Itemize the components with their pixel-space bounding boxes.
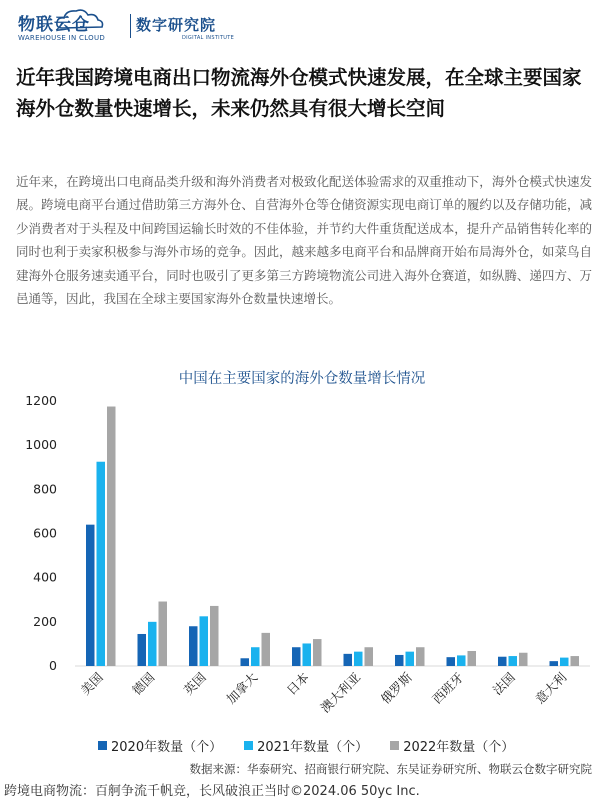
bar-澳大利亚-2021	[354, 652, 363, 666]
legend-item-2020	[98, 736, 222, 755]
bar-美国-2022	[107, 407, 116, 666]
header	[16, 6, 588, 46]
bar-意大利-2020	[550, 661, 559, 666]
bar-美国-2020	[86, 525, 95, 666]
x-tick-label-日本: 日本	[283, 669, 312, 698]
bar-俄罗斯-2021	[406, 652, 415, 666]
bar-美国-2021	[97, 462, 106, 666]
chart-legend	[98, 736, 514, 755]
legend-swatch-2020	[98, 741, 107, 750]
bar-法国-2022	[519, 653, 528, 666]
bar-法国-2021	[509, 656, 518, 666]
y-tick-label-600: 600	[33, 525, 57, 541]
bar-法国-2020	[498, 657, 507, 666]
x-tick-label-德国: 德国	[129, 669, 158, 698]
y-tick-label-400: 400	[33, 569, 57, 585]
logo2-cn: 数字研究院	[136, 16, 217, 34]
y-tick-label-200: 200	[33, 613, 57, 629]
x-tick-label-俄罗斯: 俄罗斯	[377, 669, 415, 707]
legend-label-2020: 2020年数量（个）	[111, 740, 223, 755]
bar-日本-2020	[292, 647, 301, 666]
x-tick-label-法国: 法国	[489, 669, 518, 698]
legend-swatch-2022	[390, 741, 399, 750]
bar-英国-2022	[210, 606, 219, 666]
x-tick-label-西班牙: 西班牙	[429, 669, 467, 707]
bar-意大利-2021	[560, 658, 569, 666]
bar-西班牙-2022	[468, 651, 477, 666]
bar-意大利-2022	[571, 656, 580, 666]
bar-chart	[0, 390, 604, 735]
legend-item-2021	[244, 736, 368, 755]
logo2-en: DIGITAL INSTITUTE	[182, 35, 235, 41]
digital-institute-logo	[136, 6, 236, 46]
bar-德国-2021	[148, 622, 157, 666]
legend-label-2021: 2021年数量（个）	[257, 740, 369, 755]
legend-item-2022	[390, 736, 514, 755]
bar-日本-2021	[303, 643, 312, 666]
bar-英国-2021	[200, 616, 209, 666]
y-tick-label-0: 0	[49, 658, 57, 673]
legend-swatch-2021	[244, 741, 253, 750]
chart-title: 中国在主要国家的海外仓数量增长情况	[178, 371, 426, 387]
data-source: 数据来源：华泰研究、招商银行研究院、东吴证券研究所、物联云仓数字研究院	[189, 762, 592, 776]
y-tick-label-800: 800	[33, 481, 57, 497]
y-tick-label-1000: 1000	[25, 437, 57, 453]
bar-德国-2022	[159, 602, 168, 666]
y-tick-label-1200: 1200	[25, 393, 57, 408]
logo-divider	[130, 14, 131, 38]
bar-德国-2020	[138, 634, 147, 666]
body-paragraph: 近年来，在跨境出口电商品类升级和海外消费者对极致化配送体验需求的双重推动下，海外仓模式快速发展。跨境电商平台通过借助第三方海外仓、自营海外仓等仓储资源实现电商订单的履约以及存储功能，减少消费者对于头程及中间跨国运输长时效的不佳体验，并节约大件重货配送成本，提升产品销售转化率的同时也利于卖家积极参与海外市场的竞争。因此，越来越多电商平台和品牌商开始布局海外仓，如菜鸟自建海外仓服务速卖通平台，同时也吸引了更多第三方跨境物流公司进入海外仓赛道，如纵腾、递四方、万邑通等，因此，我国在全球主要国家海外仓数量快速增长。	[16, 174, 592, 307]
bar-西班牙-2021	[457, 655, 466, 666]
bar-加拿大-2022	[262, 633, 271, 666]
bar-加拿大-2020	[241, 658, 250, 666]
logo1-cn: 物联云仓	[18, 15, 90, 35]
x-tick-label-加拿大: 加拿大	[223, 669, 261, 707]
footer: 跨境电商物流：百舸争流千帆竞，长风破浪正当时©2024.06 50yc Inc.	[4, 784, 420, 799]
x-tick-label-英国: 英国	[180, 669, 209, 698]
bar-加拿大-2021	[251, 647, 260, 666]
x-tick-label-意大利: 意大利	[532, 669, 570, 707]
logo1-en: WAREHOUSE IN CLOUD	[18, 34, 106, 42]
warehouse-in-cloud-logo	[16, 6, 126, 46]
bar-日本-2022	[313, 639, 322, 666]
page-title: 近年我国跨境电商出口物流海外仓模式快速发展，在全球主要国家海外仓数量快速增长，未来仍然具有很大增长空间	[16, 66, 582, 120]
bar-澳大利亚-2020	[344, 654, 353, 666]
bar-西班牙-2020	[447, 657, 456, 666]
bar-俄罗斯-2022	[416, 647, 425, 666]
x-tick-label-澳大利亚: 澳大利亚	[317, 669, 364, 716]
legend-label-2022: 2022年数量（个）	[403, 740, 515, 755]
bar-英国-2020	[189, 626, 198, 666]
x-tick-label-美国: 美国	[77, 669, 106, 698]
bar-澳大利亚-2022	[365, 647, 374, 666]
bar-俄罗斯-2020	[395, 655, 404, 666]
